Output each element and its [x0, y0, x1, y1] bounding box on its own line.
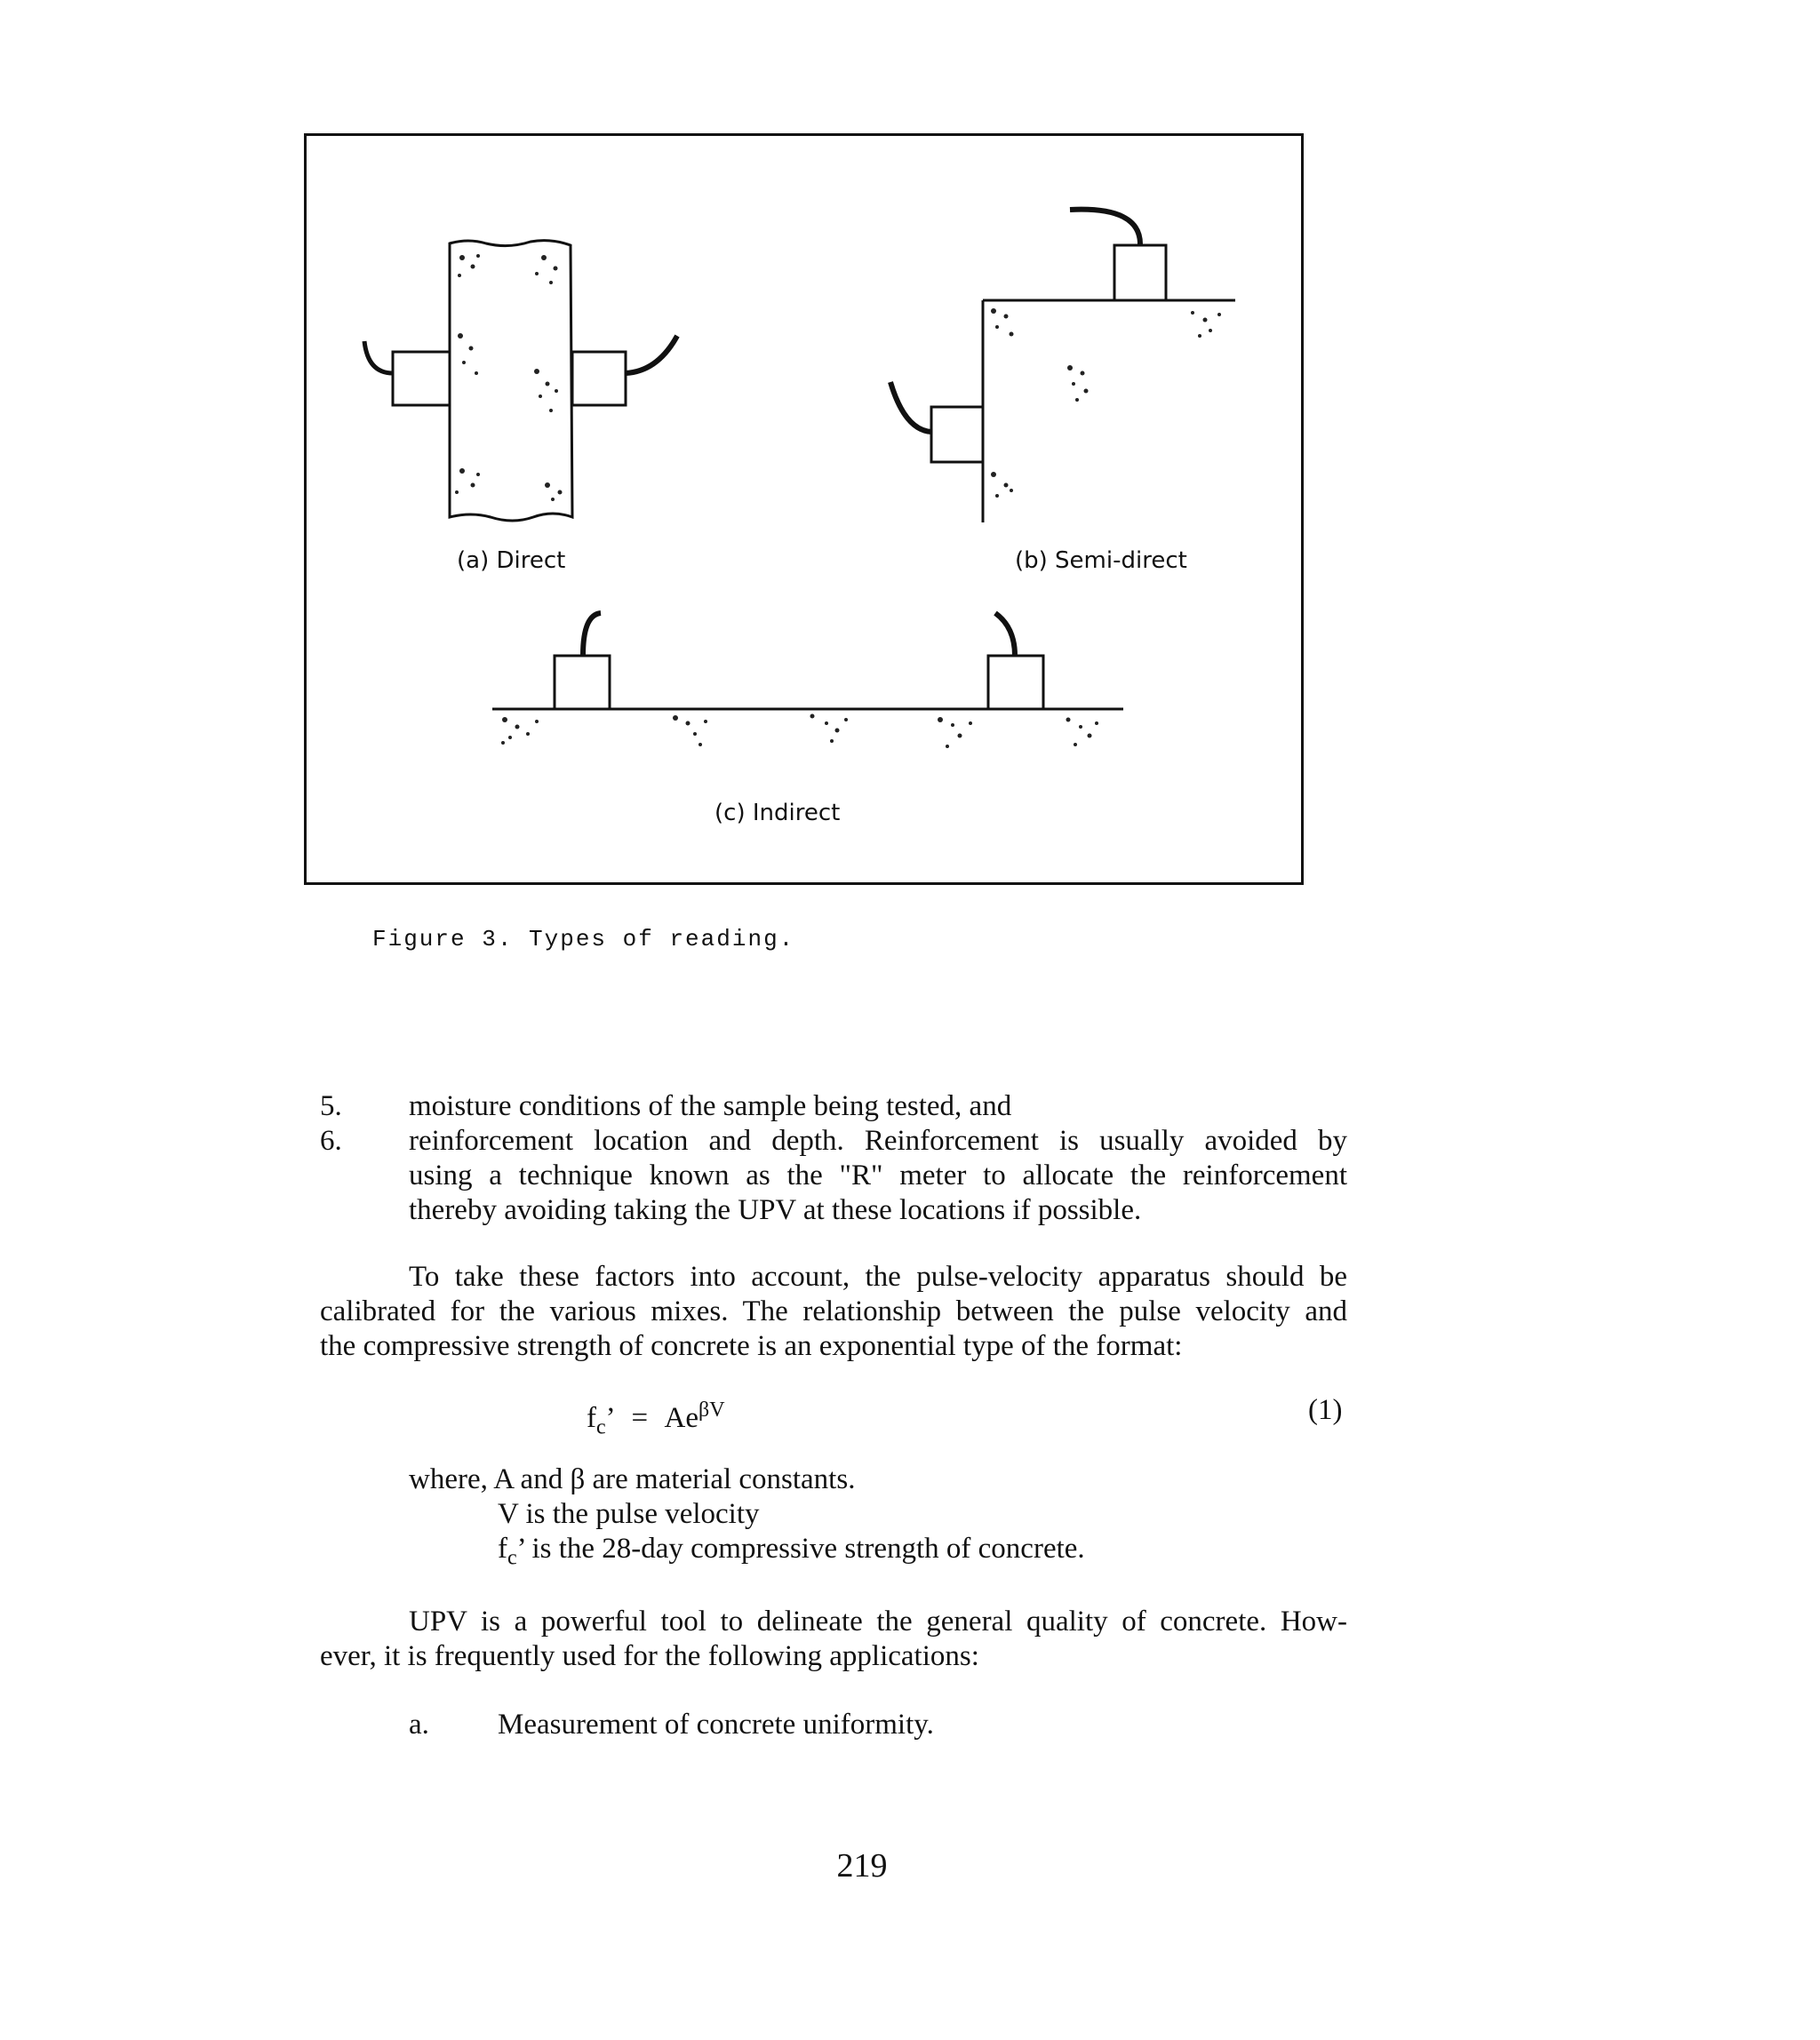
equation-lhs-prime: ’ — [605, 1402, 614, 1434]
application-letter: a. — [409, 1709, 429, 1741]
paragraph-line: UPV is a powerful tool to delineate the general quality of concrete. How- — [409, 1606, 1347, 1638]
semi-direct-transducer-top — [1070, 210, 1166, 300]
figure-3 — [304, 133, 1305, 885]
list-text-line: thereby avoiding taking the UPV at these locations if possible. — [409, 1194, 1142, 1226]
fc-symbol: f — [498, 1533, 507, 1565]
equation-1 — [587, 1393, 725, 1446]
where-fc-definition — [498, 1532, 1085, 1576]
figure-diagram — [304, 133, 1305, 885]
application-text: Measurement of concrete uniformity. — [498, 1709, 934, 1741]
list-number: 6. — [320, 1125, 342, 1157]
indirect-transducer-left — [555, 613, 610, 709]
figure-caption: Figure 3. Types of reading. — [372, 926, 795, 952]
paragraph-line: the compressive strength of concrete is an exponential type of the format: — [320, 1330, 1183, 1362]
equation-lhs-subscript: c — [596, 1415, 606, 1439]
paragraph-calibration — [320, 1260, 1347, 1364]
direct-transducer-left — [364, 341, 450, 405]
semi-direct-label: (b) Semi-direct — [1015, 547, 1187, 574]
paragraph-applications — [320, 1605, 1347, 1674]
semi-direct-specimen — [983, 300, 1235, 522]
indirect-label: (c) Indirect — [714, 800, 841, 826]
list-text-line: reinforcement location and depth. Reinforcement is usually avoided by — [409, 1125, 1347, 1157]
page-number: 219 — [836, 1847, 888, 1885]
indirect-transducer-right — [988, 613, 1043, 709]
direct-specimen — [450, 241, 572, 521]
list-number: 5. — [320, 1090, 342, 1122]
direct-label: (a) Direct — [457, 547, 566, 574]
equation-number: (1) — [1308, 1394, 1343, 1426]
paragraph-line: calibrated for the various mixes. The relationship between the pulse velocity and — [320, 1295, 1347, 1327]
paragraph-line: To take these factors into account, the pulse-velocity apparatus should be — [409, 1261, 1347, 1293]
paragraph-line: ever, it is frequently used for the following applications: — [320, 1640, 979, 1672]
semi-direct-transducer-side — [890, 382, 983, 462]
direct-transducer-right — [572, 336, 677, 405]
list-text: moisture conditions of the sample being tested, and — [409, 1090, 1012, 1122]
list-text-line: using a technique known as the "R" meter to allocate the reinforcement — [409, 1159, 1347, 1191]
fc-definition-text: ’ is the 28-day compressive strength of concrete. — [516, 1533, 1085, 1565]
fc-subscript: c — [507, 1546, 517, 1570]
indirect-specimen — [492, 709, 1123, 748]
where-intro: where, A and β are material constants. — [409, 1463, 856, 1495]
equation-lhs: f — [587, 1402, 596, 1434]
where-v-definition: V is the pulse velocity — [498, 1498, 760, 1530]
application-item — [409, 1708, 934, 1742]
equation-rhs: Ae — [664, 1402, 698, 1434]
equation-rhs-superscript: βV — [698, 1399, 725, 1422]
equation-equals: = — [631, 1402, 649, 1434]
list-item-text-block — [409, 1124, 1347, 1228]
